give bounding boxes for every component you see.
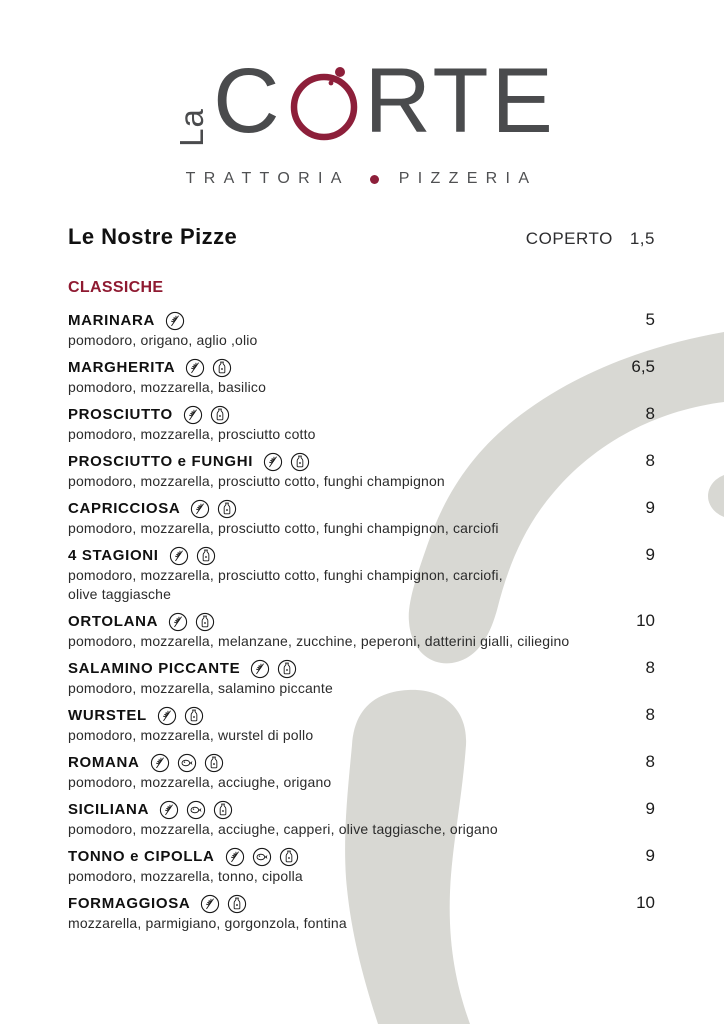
item-header xyxy=(68,893,655,914)
allergen-icons xyxy=(168,612,215,632)
item-description-line: pomodoro, mozzarella, prosciutto cotto xyxy=(68,426,316,442)
allergen-icons xyxy=(225,847,299,867)
item-name: MARINARA xyxy=(68,312,156,329)
item-price: 10 xyxy=(636,893,655,912)
logo-tagline xyxy=(68,170,655,188)
item-description-line: olive taggiasche xyxy=(68,586,172,602)
item-name: SICILIANA xyxy=(68,801,150,818)
menu-item xyxy=(68,498,655,538)
item-price: 9 xyxy=(645,846,655,865)
menu-title-row xyxy=(68,224,655,250)
milk-bottle-icon xyxy=(212,358,232,378)
milk-bottle-icon xyxy=(277,659,297,679)
item-description xyxy=(68,867,655,886)
logo-word-corte xyxy=(213,50,556,152)
item-name: TONNO e CIPOLLA xyxy=(68,848,215,865)
fish-icon xyxy=(186,800,206,820)
milk-bottle-icon xyxy=(184,706,204,726)
coperto-value: 1,5 xyxy=(629,229,655,248)
milk-bottle-icon xyxy=(290,452,310,472)
item-description xyxy=(68,566,655,604)
item-name: SALAMINO PICCANTE xyxy=(68,660,241,677)
item-description xyxy=(68,472,655,491)
milk-bottle-icon xyxy=(213,800,233,820)
allergen-icons xyxy=(200,894,247,914)
menu-item xyxy=(68,545,655,604)
menu-item xyxy=(68,846,655,886)
wheat-gluten-icon xyxy=(263,452,283,472)
allergen-icons xyxy=(165,311,185,331)
item-description xyxy=(68,632,655,651)
item-header xyxy=(68,451,655,472)
coperto xyxy=(526,229,655,249)
allergen-icons xyxy=(263,452,310,472)
item-description-line: pomodoro, mozzarella, melanzane, zucchine, peperoni, datterini gialli, ciliegino xyxy=(68,633,570,649)
milk-bottle-icon xyxy=(195,612,215,632)
wheat-gluten-icon xyxy=(190,499,210,519)
item-name: 4 STAGIONI xyxy=(68,547,159,564)
allergen-icons xyxy=(250,659,297,679)
item-description xyxy=(68,331,655,350)
logo-la-text: La xyxy=(172,108,210,147)
wheat-gluten-icon xyxy=(169,546,189,566)
tagline-trattoria: TRATTORIA xyxy=(185,170,350,187)
allergen-icons xyxy=(185,358,232,378)
item-description-line: pomodoro, mozzarella, acciughe, capperi, olive taggiasche, origano xyxy=(68,821,498,837)
allergen-icons xyxy=(169,546,216,566)
item-name: MARGHERITA xyxy=(68,359,176,376)
item-description-line: pomodoro, mozzarella, wurstel di pollo xyxy=(68,727,314,743)
item-description xyxy=(68,378,655,397)
wheat-gluten-icon xyxy=(165,311,185,331)
item-description-line: pomodoro, origano, aglio ,olio xyxy=(68,332,258,348)
allergen-icons xyxy=(157,706,204,726)
item-description-line: pomodoro, mozzarella, salamino piccante xyxy=(68,680,333,696)
item-price: 5 xyxy=(645,310,655,329)
page-title: Le Nostre Pizze xyxy=(68,224,238,249)
wheat-gluten-icon xyxy=(159,800,179,820)
allergen-icons xyxy=(183,405,230,425)
wheat-gluten-icon xyxy=(183,405,203,425)
item-name: PROSCIUTTO xyxy=(68,406,173,423)
logo-letters-rte: RTE xyxy=(364,50,556,152)
wheat-gluten-icon xyxy=(225,847,245,867)
menu-item xyxy=(68,705,655,745)
item-header xyxy=(68,357,655,378)
item-header xyxy=(68,705,655,726)
coperto-label: COPERTO xyxy=(525,229,613,248)
wine-ring-icon xyxy=(286,60,362,146)
item-description xyxy=(68,820,655,839)
logo-letter-c: C xyxy=(213,50,283,152)
menu-item xyxy=(68,404,655,444)
menu-items-list xyxy=(68,310,655,933)
item-description-line: pomodoro, mozzarella, acciughe, origano xyxy=(68,774,332,790)
logo-la-vertical xyxy=(167,58,210,147)
menu-item xyxy=(68,893,655,933)
section-title: CLASSICHE xyxy=(68,279,164,296)
item-name: CAPRICCIOSA xyxy=(68,500,181,517)
item-description-line: pomodoro, mozzarella, tonno, cipolla xyxy=(68,868,303,884)
fish-icon xyxy=(252,847,272,867)
allergen-icons xyxy=(150,753,224,773)
item-price: 8 xyxy=(645,705,655,724)
item-price: 6,5 xyxy=(631,357,655,376)
item-price: 8 xyxy=(645,658,655,677)
item-header xyxy=(68,658,655,679)
menu-item xyxy=(68,611,655,651)
item-description-line: pomodoro, mozzarella, basilico xyxy=(68,379,267,395)
milk-bottle-icon xyxy=(204,753,224,773)
milk-bottle-icon xyxy=(196,546,216,566)
item-description-line: pomodoro, mozzarella, prosciutto cotto, funghi champignon, carciofi xyxy=(68,520,499,536)
fish-icon xyxy=(177,753,197,773)
item-header xyxy=(68,611,655,632)
item-price: 8 xyxy=(645,404,655,423)
item-header xyxy=(68,846,655,867)
menu-item xyxy=(68,752,655,792)
item-price: 9 xyxy=(645,498,655,517)
allergen-icons xyxy=(190,499,237,519)
item-description xyxy=(68,773,655,792)
menu-item xyxy=(68,310,655,350)
item-description xyxy=(68,914,655,933)
wheat-gluten-icon xyxy=(168,612,188,632)
item-price: 8 xyxy=(645,451,655,470)
item-description xyxy=(68,679,655,698)
item-name: WURSTEL xyxy=(68,707,147,724)
item-name: ROMANA xyxy=(68,754,140,771)
item-header xyxy=(68,404,655,425)
item-name: FORMAGGIOSA xyxy=(68,895,191,912)
tagline-separator-dot-icon xyxy=(370,175,379,184)
item-header xyxy=(68,752,655,773)
wheat-gluten-icon xyxy=(185,358,205,378)
milk-bottle-icon xyxy=(217,499,237,519)
menu-item xyxy=(68,799,655,839)
item-header xyxy=(68,498,655,519)
item-description xyxy=(68,519,655,538)
wheat-gluten-icon xyxy=(150,753,170,773)
wheat-gluten-icon xyxy=(157,706,177,726)
item-description xyxy=(68,425,655,444)
menu-item xyxy=(68,451,655,491)
wheat-gluten-icon xyxy=(250,659,270,679)
restaurant-logo xyxy=(68,0,655,188)
item-price: 9 xyxy=(645,799,655,818)
milk-bottle-icon xyxy=(279,847,299,867)
logo-wordmark xyxy=(68,50,655,152)
item-header xyxy=(68,545,655,566)
item-name: ORTOLANA xyxy=(68,613,159,630)
item-header xyxy=(68,310,655,331)
milk-bottle-icon xyxy=(227,894,247,914)
item-price: 10 xyxy=(636,611,655,630)
wheat-gluten-icon xyxy=(200,894,220,914)
menu-item xyxy=(68,658,655,698)
item-description-line: pomodoro, mozzarella, prosciutto cotto, funghi champignon, carciofi, xyxy=(68,567,503,583)
item-price: 9 xyxy=(645,545,655,564)
item-price: 8 xyxy=(645,752,655,771)
item-description-line: pomodoro, mozzarella, prosciutto cotto, funghi champignon xyxy=(68,473,445,489)
allergen-icons xyxy=(159,800,233,820)
item-description xyxy=(68,726,655,745)
item-description-line: mozzarella, parmigiano, gorgonzola, fontina xyxy=(68,915,347,931)
menu-item xyxy=(68,357,655,397)
tagline-pizzeria: PIZZERIA xyxy=(398,170,538,187)
milk-bottle-icon xyxy=(210,405,230,425)
item-header xyxy=(68,799,655,820)
item-name: PROSCIUTTO e FUNGHI xyxy=(68,453,254,470)
